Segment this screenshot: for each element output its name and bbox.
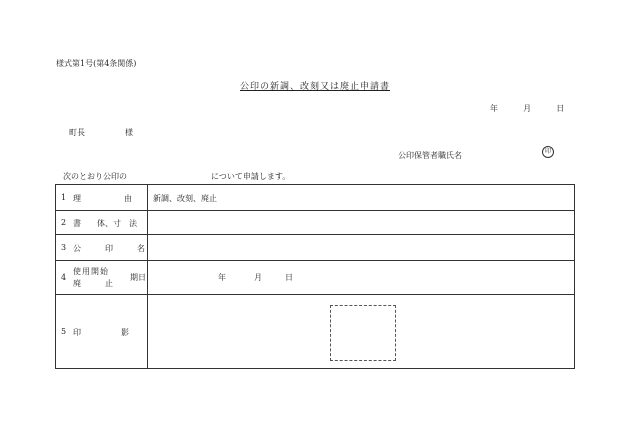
- row-label-cell: [56, 261, 148, 294]
- seal-icon: 印: [542, 146, 554, 158]
- addressee-honorific: 様: [125, 128, 133, 137]
- row-label: 公 印 名: [73, 244, 145, 253]
- row-label-cell: [56, 235, 148, 260]
- application-table: [55, 184, 575, 369]
- row-label-bottom: 廃 止: [73, 279, 113, 288]
- table-row: [56, 235, 574, 261]
- table-row: [56, 261, 574, 295]
- row-label-top: 使用開始: [73, 267, 109, 276]
- intro-prefix: 次のとおり公印の: [63, 172, 127, 181]
- row-value-day: 日: [285, 273, 293, 282]
- table-row: [56, 211, 574, 235]
- row-value-year: 年: [218, 273, 226, 282]
- row-number: 4: [61, 273, 67, 282]
- intro-suffix: について申請します。: [211, 172, 291, 181]
- row-number: 3: [61, 243, 67, 252]
- applicant-label: 公印保管者職氏名: [398, 151, 462, 160]
- row-value: 新調、改刻、廃止: [153, 194, 217, 203]
- table-row: [56, 295, 574, 368]
- row-label: 書 体、寸 法: [73, 219, 137, 228]
- row-label: 理 由: [73, 194, 133, 203]
- intro-sentence: [63, 171, 291, 182]
- date-day: 日: [556, 104, 565, 113]
- addressee-name: 町長: [69, 128, 85, 137]
- row-number: 1: [61, 193, 67, 202]
- table-row: [56, 185, 574, 211]
- row-label-cell: [56, 295, 148, 368]
- document-title: [0, 79, 630, 92]
- seal-impression-box: [330, 305, 396, 361]
- addressee: [69, 127, 133, 138]
- row-label-side: 期日: [130, 273, 146, 282]
- row-label-cell: [56, 211, 148, 234]
- row-value-month: 月: [254, 273, 262, 282]
- date-month: 月: [523, 104, 532, 113]
- document-title-text: 公印の新調、改刻又は廃止申請書: [239, 82, 390, 92]
- date-year: 年: [490, 104, 498, 113]
- row-number: 2: [61, 218, 67, 227]
- row-number: 5: [61, 327, 67, 336]
- row-label: 印 影: [73, 328, 129, 337]
- row-label-cell: [56, 185, 148, 210]
- date-line: [490, 103, 564, 114]
- form-number: 様式第1号(第4条関係): [56, 59, 137, 68]
